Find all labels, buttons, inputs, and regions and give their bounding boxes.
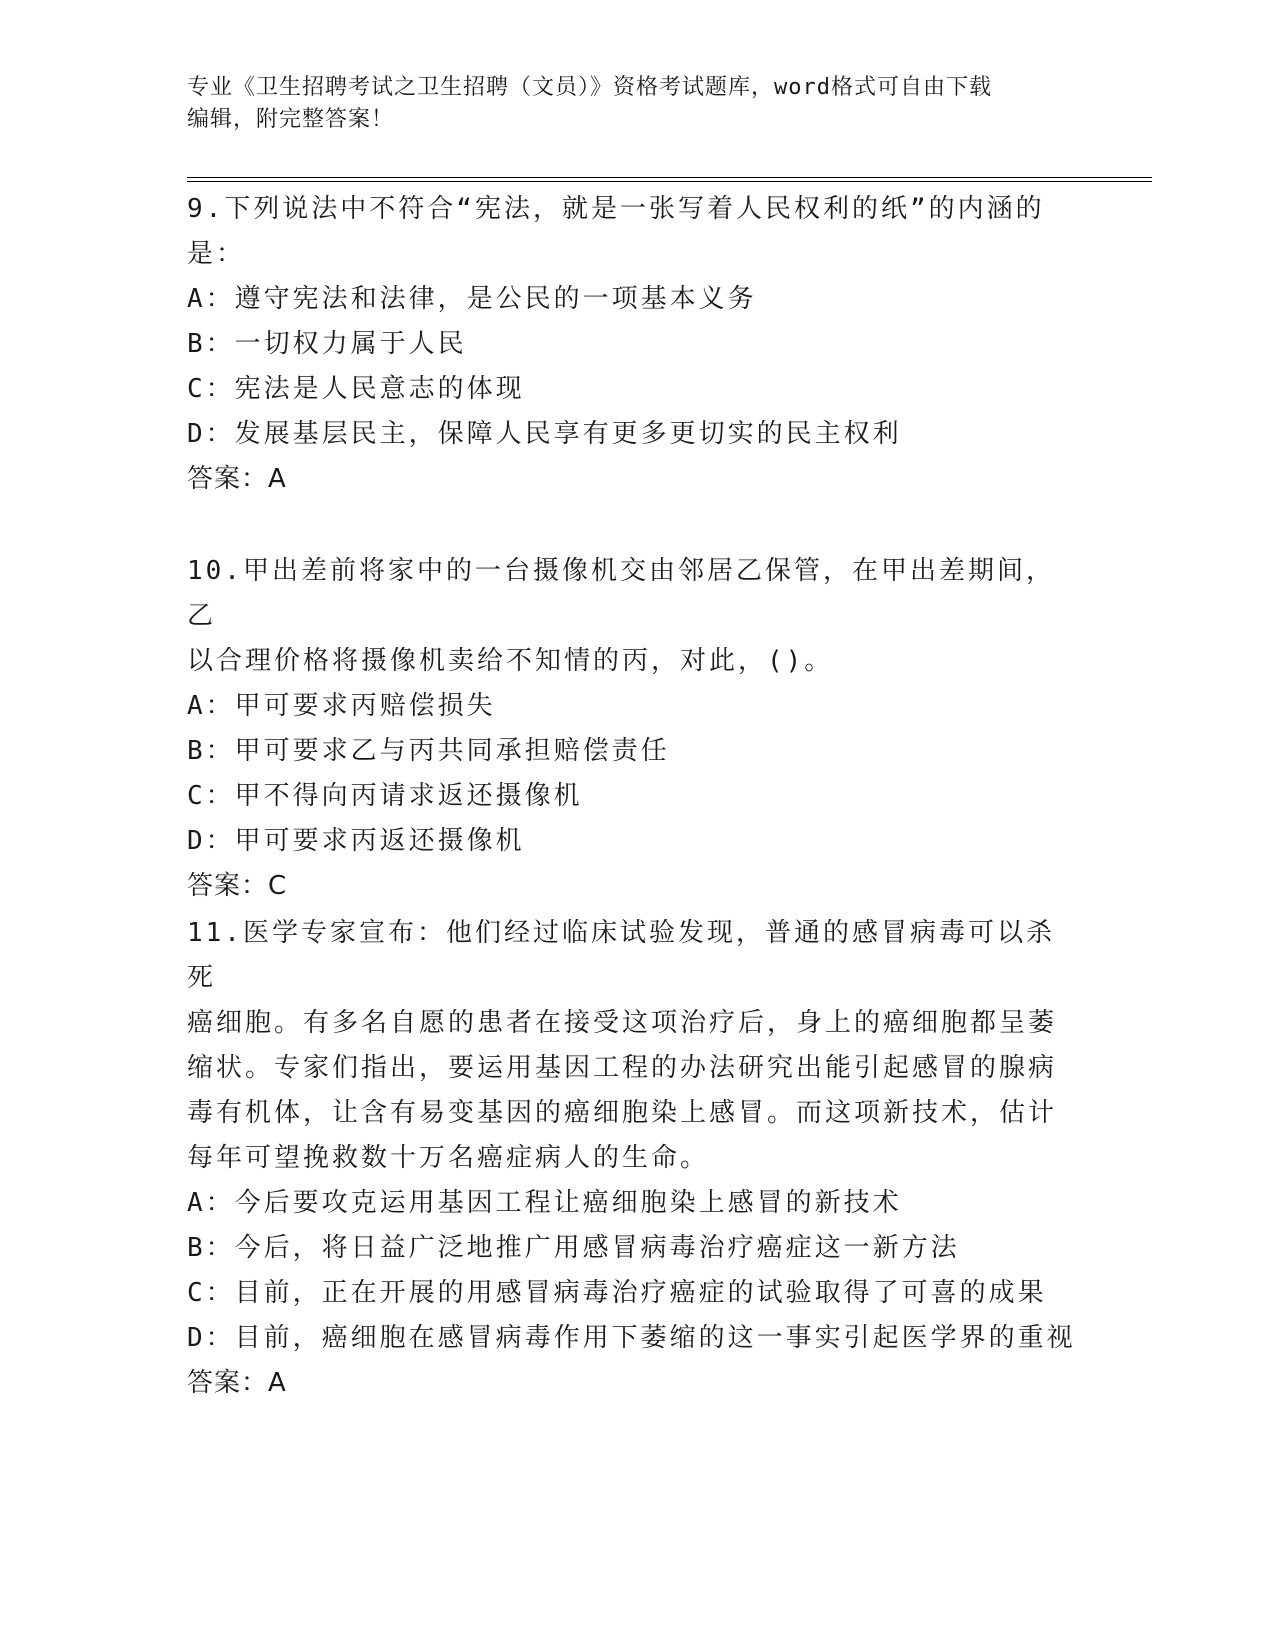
- question-stem: 11.医学专家宣布：他们经过临床试验发现，普通的感冒病毒可以杀死: [187, 918, 1055, 993]
- question-stem: 是：: [187, 239, 246, 269]
- question-stem: 缩状。专家们指出，要运用基因工程的办法研究出能引起感冒的腺病: [187, 1053, 1058, 1083]
- answer: 答案：C: [187, 871, 288, 901]
- question-stem: 10.甲出差前将家中的一台摄像机交由邻居乙保管，在甲出差期间，乙: [187, 556, 1055, 631]
- option-b: B：今后，将日益广泛地推广用感冒病毒治疗癌症这一新方法: [187, 1233, 960, 1263]
- answer: 答案：A: [187, 1368, 287, 1398]
- option-c: C：宪法是人民意志的体现: [187, 374, 525, 404]
- page-header: [187, 72, 1087, 136]
- question-10: [187, 549, 1067, 909]
- header-line-1: 专业《卫生招聘考试之卫生招聘（文员）》资格考试题库，word格式可自由下载: [187, 75, 992, 100]
- option-b: B：甲可要求乙与丙共同承担赔偿责任: [187, 736, 670, 766]
- option-a: A：甲可要求丙赔偿损失: [187, 691, 496, 721]
- option-c: C：甲不得向丙请求返还摄像机: [187, 781, 583, 811]
- header-divider: [187, 177, 1152, 182]
- question-stem: 以合理价格将摄像机卖给不知情的丙，对此，()。: [187, 646, 834, 676]
- question-stem: 9.下列说法中不符合“宪法，就是一张写着人民权利的纸”的内涵的: [187, 194, 1045, 224]
- question-stem: 每年可望挽救数十万名癌症病人的生命。: [187, 1143, 710, 1173]
- answer: 答案：A: [187, 464, 287, 494]
- option-a: A：今后要攻克运用基因工程让癌细胞染上感冒的新技术: [187, 1188, 902, 1218]
- option-a: A：遵守宪法和法律，是公民的一项基本义务: [187, 284, 757, 314]
- header-line-2: 编辑，附完整答案！: [187, 107, 395, 132]
- option-d: D：目前，癌细胞在感冒病毒作用下萎缩的这一事实引起医学界的重视: [187, 1323, 1076, 1353]
- question-11: [187, 911, 1076, 1406]
- option-b: B：一切权力属于人民: [187, 329, 467, 359]
- option-d: D：甲可要求丙返还摄像机: [187, 826, 525, 856]
- question-stem: 癌细胞。有多名自愿的患者在接受这项治疗后，身上的癌细胞都呈萎: [187, 1008, 1058, 1038]
- option-c: C：目前，正在开展的用感冒病毒治疗癌症的试验取得了可喜的成果: [187, 1278, 1047, 1308]
- option-d: D：发展基层民主，保障人民享有更多更切实的民主权利: [187, 419, 902, 449]
- question-stem: 毒有机体，让含有易变基因的癌细胞染上感冒。而这项新技术，估计: [187, 1098, 1058, 1128]
- question-9: [187, 187, 1067, 502]
